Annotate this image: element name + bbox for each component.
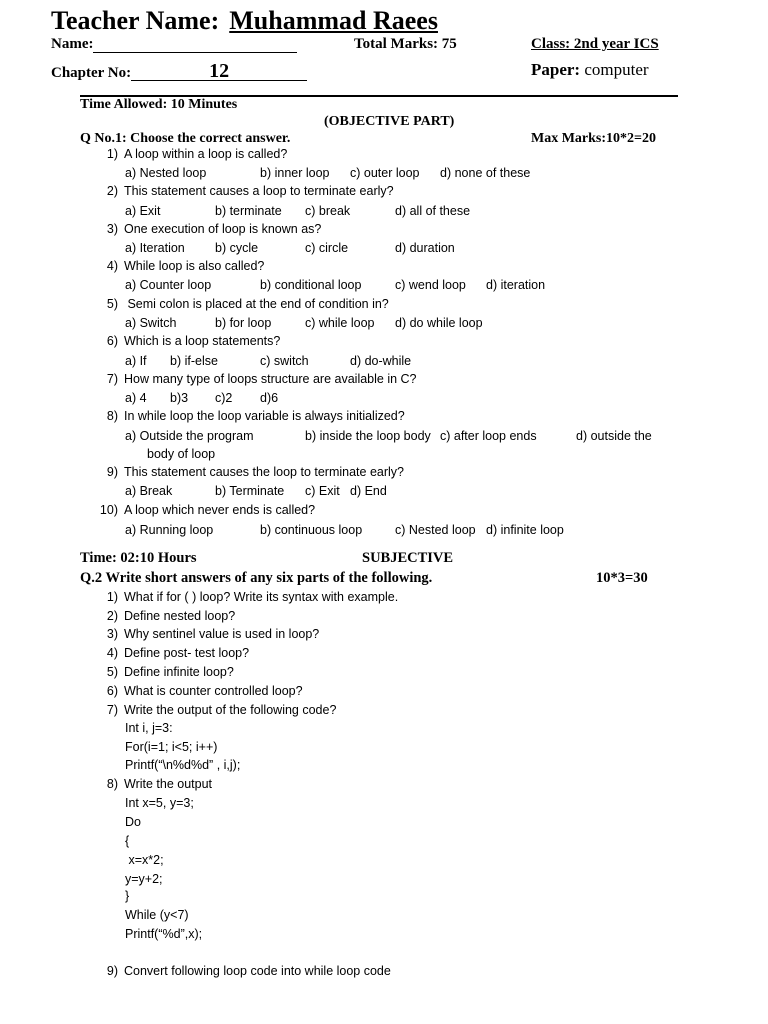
short-question-2: 2) Define nested loop? [106, 609, 236, 623]
teacher-name: Muhammad Raees [229, 6, 438, 35]
short-question-8: 8) Write the output [106, 777, 213, 791]
mcq-2-option-b: b) terminate [215, 204, 282, 218]
mcq-4-option-b: b) conditional loop [260, 278, 362, 292]
subjective-time: Time: 02:10 Hours [80, 550, 197, 566]
mcq-9-option-b: b) Terminate [215, 484, 285, 498]
mcq-4-option-a: a) Counter loop [125, 278, 212, 292]
mcq-1-option-a: a) Nested loop [125, 166, 207, 180]
chapter-field [51, 62, 307, 82]
mcq-1-option-c: c) outer loop [350, 166, 420, 180]
mcq-10-option-b: b) continuous loop [260, 523, 363, 537]
mcq-5-option-c: c) while loop [305, 316, 375, 330]
mcq-6-option-c: c) switch [260, 354, 309, 368]
mcq-2: 2) This statement causes a loop to terminate early? [106, 184, 394, 198]
mcq-9: 9) This statement causes the loop to terminate early? [106, 465, 405, 479]
code-7-line-2: For(i=1; i<5; i++) [125, 740, 218, 754]
objective-title: (OBJECTIVE PART) [324, 114, 455, 129]
code-8-line-1: Int x=5, y=3; [125, 796, 194, 810]
objective-max-marks: Max Marks:10*2=20 [531, 131, 657, 146]
code-8-line-7: While (y<7) [125, 908, 189, 922]
chapter-label: Chapter No: [51, 65, 132, 81]
short-question-3: 3) Why sentinel value is used in loop? [106, 627, 320, 641]
short-question-6: 6) What is counter controlled loop? [106, 684, 303, 698]
mcq-5-option-a: a) Switch [125, 316, 177, 330]
mcq-8-option-d: d) outside the [576, 429, 652, 443]
subjective-question-label: Q.2 Write short answers of any six parts of the following. [80, 570, 433, 586]
mcq-3-option-d: d) duration [395, 241, 455, 255]
mcq-10-option-a: a) Running loop [125, 523, 214, 537]
mcq-8-option-d-continued: body of loop [147, 447, 216, 461]
code-7-line-3: Printf(“\n%d%d” , i,j); [125, 758, 241, 772]
mcq-4-option-d: d) iteration [486, 278, 546, 292]
subjective-marks: 10*3=30 [596, 570, 648, 586]
class-label: Class: 2nd year ICS [531, 36, 659, 52]
paper-value: computer [584, 60, 649, 79]
mcq-6-option-b: b) if-else [170, 354, 218, 368]
mcq-5: 5) Semi colon is placed at the end of condition in? [106, 297, 389, 311]
mcq-7: 7) How many type of loops structure are available in C? [106, 372, 417, 386]
mcq-7-option-d: d)6 [260, 391, 279, 405]
paper-field [531, 60, 649, 80]
code-8-line-2: Do [125, 815, 141, 829]
name-label: Name: [51, 36, 94, 52]
teacher-line [51, 6, 494, 36]
mcq-4: 4) While loop is also called? [106, 259, 265, 273]
name-field [51, 36, 297, 53]
mcq-10-option-c: c) Nested loop [395, 523, 476, 537]
mcq-1-option-b: b) inner loop [260, 166, 330, 180]
mcq-7-option-c: c)2 [215, 391, 233, 405]
mcq-8-option-c: c) after loop ends [440, 429, 537, 443]
mcq-6: 6) Which is a loop statements? [106, 334, 281, 348]
mcq-8: 8) In while loop the loop variable is always initialized? [106, 409, 405, 423]
mcq-2-option-c: c) break [305, 204, 351, 218]
objective-question-label: Q No.1: Choose the correct answer. [80, 131, 291, 146]
mcq-7-option-a: a) 4 [125, 391, 147, 405]
code-8-line-8: Printf(“%d”,x); [125, 927, 203, 941]
objective-time: Time Allowed: 10 Minutes [80, 97, 238, 112]
mcq-7-option-b: b)3 [170, 391, 189, 405]
short-question-7: 7) Write the output of the following code? [106, 703, 337, 717]
mcq-6-option-a: a) If [125, 354, 147, 368]
mcq-1: 1) A loop within a loop is called? [106, 147, 288, 161]
short-question-9: 9) Convert following loop code into while loop code [106, 964, 391, 978]
mcq-9-option-d: d) End [350, 484, 387, 498]
mcq-2-option-d: d) all of these [395, 204, 471, 218]
teacher-label: Teacher Name: [51, 6, 220, 35]
mcq-10: 10) A loop which never ends is called? [99, 503, 316, 517]
mcq-1-option-d: d) none of these [440, 166, 531, 180]
code-8-line-5: y=y+2; [125, 872, 163, 886]
mcq-3: 3) One execution of loop is known as? [106, 222, 322, 236]
mcq-4-option-c: c) wend loop [395, 278, 466, 292]
mcq-8-option-b: b) inside the loop body [305, 429, 431, 443]
short-question-4: 4) Define post- test loop? [106, 646, 250, 660]
mcq-8-option-a: a) Outside the program [125, 429, 254, 443]
mcq-9-option-c: c) Exit [305, 484, 340, 498]
mcq-9-option-a: a) Break [125, 484, 173, 498]
chapter-number: 12 [131, 62, 307, 81]
subjective-title: SUBJECTIVE [362, 550, 454, 566]
short-question-1: 1) What if for ( ) loop? Write its syntax with example. [106, 590, 399, 604]
mcq-5-option-b: b) for loop [215, 316, 272, 330]
mcq-3-option-c: c) circle [305, 241, 349, 255]
mcq-3-option-b: b) cycle [215, 241, 259, 255]
mcq-10-option-d: d) infinite loop [486, 523, 564, 537]
short-question-5: 5) Define infinite loop? [106, 665, 234, 679]
code-8-line-3: { [125, 834, 130, 848]
total-marks: Total Marks: 75 [354, 36, 457, 52]
code-7-line-1: Int i, j=3: [125, 721, 173, 735]
code-8-line-4: x=x*2; [125, 853, 164, 867]
name-blank [93, 38, 297, 53]
mcq-5-option-d: d) do while loop [395, 316, 483, 330]
mcq-3-option-a: a) Iteration [125, 241, 185, 255]
mcq-2-option-a: a) Exit [125, 204, 161, 218]
paper-label: Paper: [531, 60, 581, 79]
mcq-6-option-d: d) do-while [350, 354, 412, 368]
code-8-line-6: } [125, 889, 130, 903]
